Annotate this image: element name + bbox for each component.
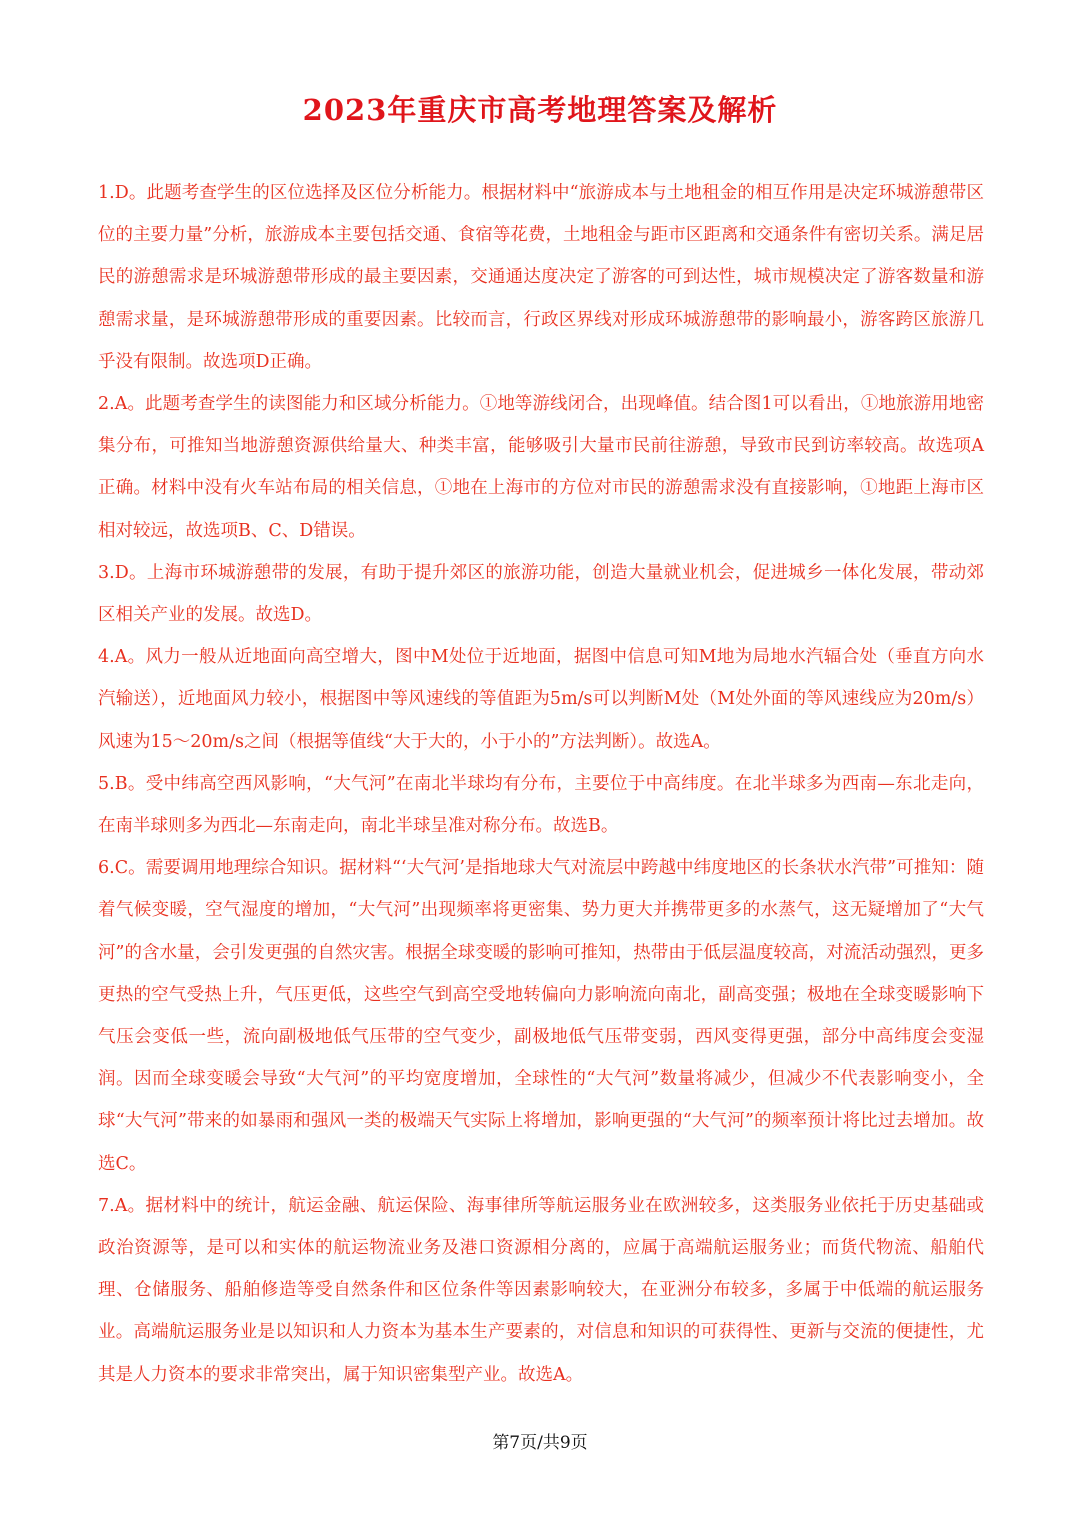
answer-paragraph-3: 3.D。上海市环城游憩带的发展，有助于提升郊区的旅游功能，创造大量就业机会，促进城乡一体化发展，带动郊区相关产业的发展。故选D。 (98, 562, 984, 626)
document-title: 2023年重庆市高考地理答案及解析 (302, 93, 778, 127)
answer-paragraph-7: 7.A。据材料中的统计，航运金融、航运保险、海事律所等航运服务业在欧洲较多，这类服务业依托于历史基础或政治资源等，是可以和实体的航运物流业务及港口资源相分离的，应属于高端航运服务业；而货代物流、船舶代理、仓储服务、船舶修造等受自然条件和区位条件等因素影响较大，在亚洲分布较多，多属于中低端的航运服务业。高端航运服务业是以知识和人力资本为基本生产要素的，对信息和知识的可获得性、更新与交流的便捷性，尤其是人力资本的要求非常突出，属于知识密集型产业。故选A。 (98, 1195, 984, 1385)
answer-paragraph-4: 4.A。风力一般从近地面向高空增大，图中M处位于近地面，据图中信息可知M地为局地水汽辐合处（垂直方向水汽输送），近地面风力较小，根据图中等风速线的等值距为5m/s可以判断M处（M处外面的等风速线应为20m/s）风速为15～20m/s之间（根据等值线“大于大的，小于小的”方法判断）。故选A。 (98, 647, 984, 752)
answer-paragraph-1: 1.D。此题考查学生的区位选择及区位分析能力。根据材料中“旅游成本与土地租金的相互作用是决定环城游憩带区位的主要力量”分析，旅游成本主要包括交通、食宿等花费，土地租金与距市区距离和交通条件有密切关系。满足居民的游憩需求是环城游憩带形成的最主要因素，交通通达度决定了游客的可到达性，城市规模决定了游客数量和游憩需求量，是环城游憩带形成的重要因素。比较而言，行政区界线对形成环城游憩带的影响最小，游客跨区旅游几乎没有限制。故选项D正确。 (98, 183, 984, 372)
page-number-footer: 第7页/共9页 (492, 1433, 588, 1453)
answer-list (98, 172, 984, 1396)
answer-paragraph-5: 5.B。受中纬高空西风影响，“大气河”在南北半球均有分布，主要位于中高纬度。在北半球多为西南—东北走向，在南半球则多为西北—东南走向，南北半球呈准对称分布。故选B。 (98, 773, 984, 837)
answer-paragraph-2: 2.A。此题考查学生的读图能力和区域分析能力。①地等游线闭合，出现峰值。结合图1可以看出，①地旅游用地密集分布，可推知当地游憩资源供给量大、种类丰富，能够吸引大量市民前往游憩，导致市民到访率较高。故选项A正确。材料中没有火车站布局的相关信息，①地在上海市的方位对市民的游憩需求没有直接影响，①地距上海市区相对较远，故选项B、C、D错误。 (98, 394, 984, 541)
answer-paragraph-6: 6.C。需要调用地理综合知识。据材料“‘大气河’是指地球大气对流层中跨越中纬度地区的长条状水汽带”可推知：随着气候变暖，空气湿度的增加，“大气河”出现频率将更密集、势力更大并携带更多的水蒸气，这无疑增加了“大气河”的含水量，会引发更强的自然灾害。根据全球变暖的影响可推知，热带由于低层温度较高，对流活动强烈，更多更热的空气受热上升，气压更低，这些空气到高空受地转偏向力影响流向南北，副高变强；极地在全球变暖影响下气压会变低一些，流向副极地低气压带的空气变少，副极地低气压带变弱，西风变得更强，部分中高纬度会变湿润。因而全球变暖会导致“大气河”的平均宽度增加，全球性的“大气河”数量将减少，但减少不代表影响变小，全球“大气河”带来的如暴雨和强风一类的极端天气实际上将增加，影响更强的“大气河”的频率预计将比过去增加。故选C。 (98, 858, 984, 1174)
